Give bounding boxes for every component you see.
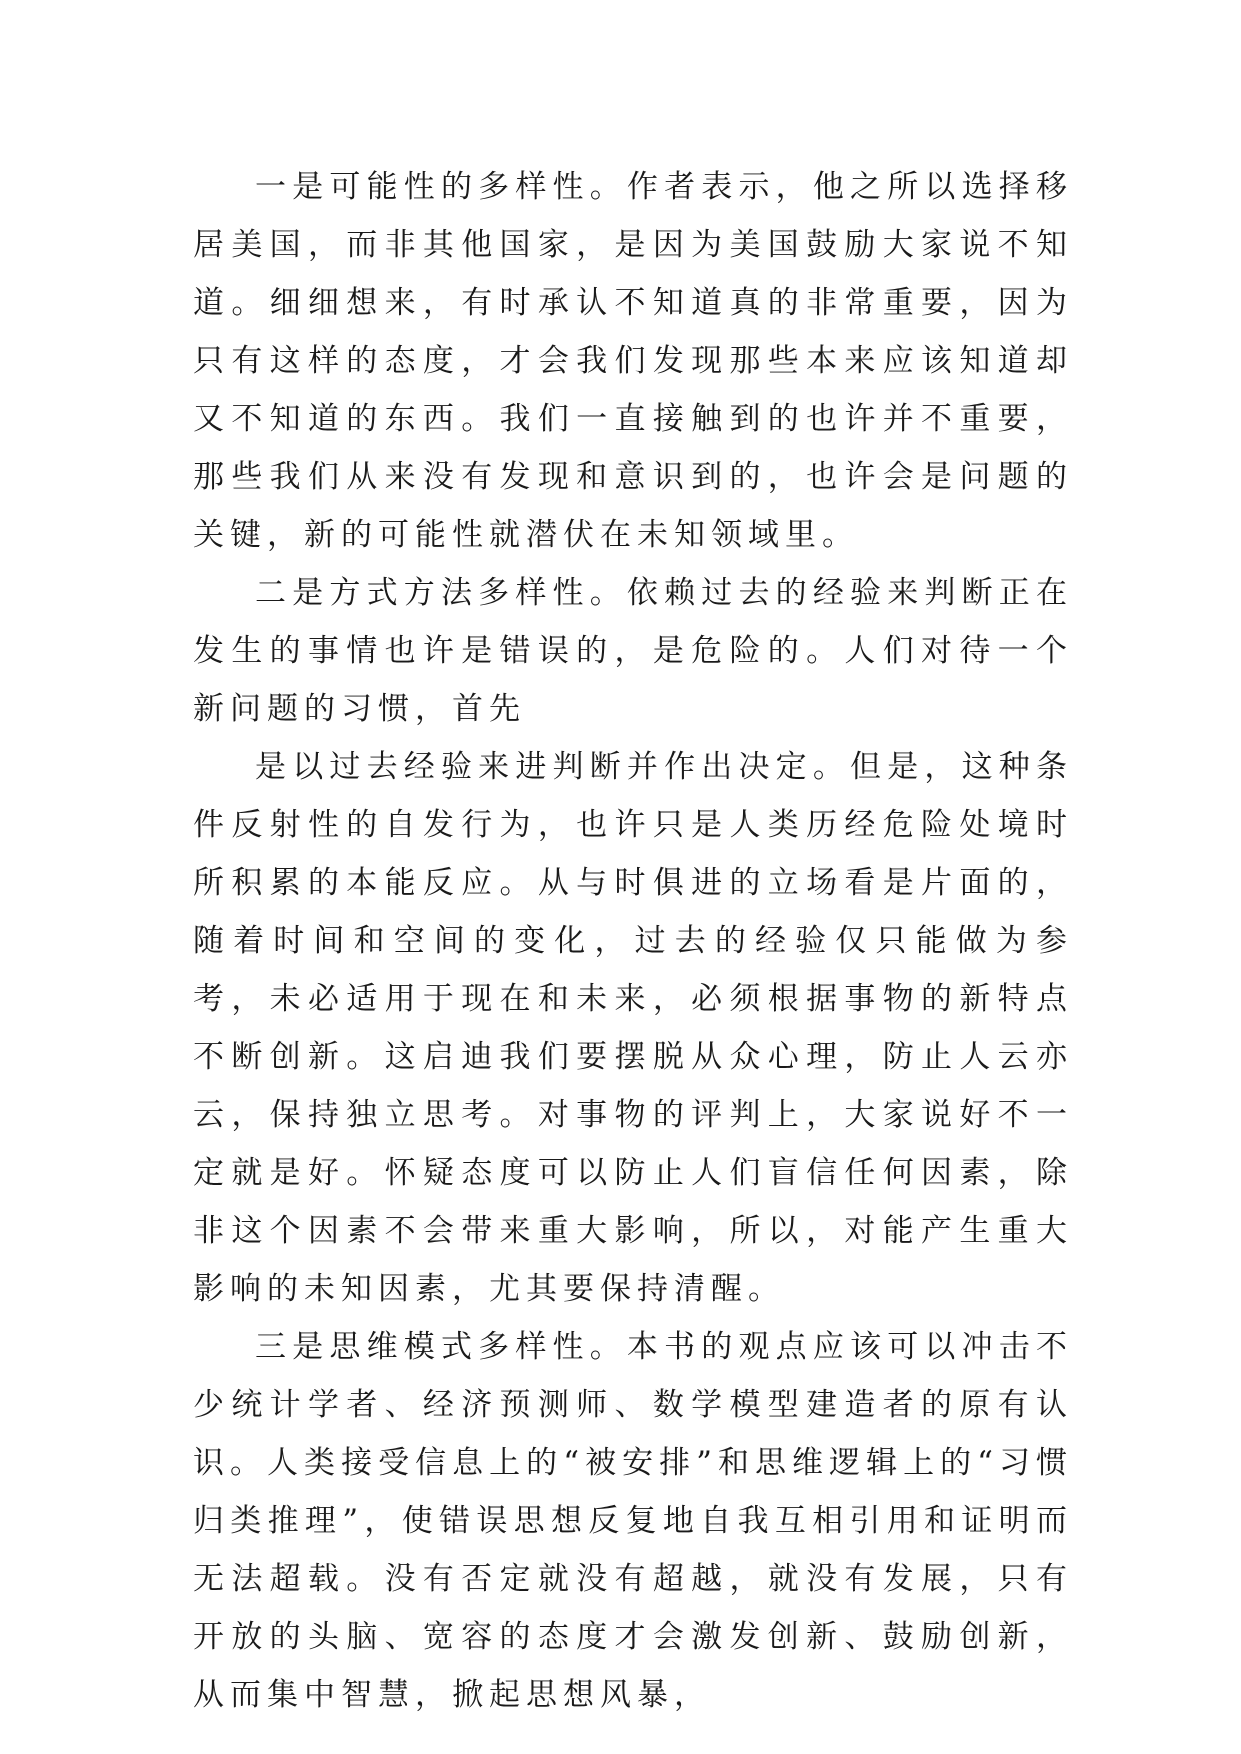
line: 三是思维模式多样性。本书的观点应该可以冲击不少统	[193, 1329, 1073, 1423]
line: 二是方式方法多样性。依赖过去的经验来判断正在发生	[193, 575, 1073, 669]
line: 计学者、经济预测师、数学模型建造者的原有认识。人类接	[193, 1387, 1074, 1481]
line: 是以过去经验来进判断并作出决定。但是，这种条件反	[193, 749, 1073, 843]
line: 才会我们发现那些本来应该知道却又不知道的东西。我们一	[193, 343, 1073, 437]
line: 变化，过去的经验仅只能做为参考，未必适用于现在和未来，	[193, 923, 1074, 1017]
line: 一是可能性的多样性。作者表示，他之所以选择移居美	[193, 169, 1073, 263]
line: 惯，首先	[378, 691, 526, 727]
paragraph-1	[193, 158, 1073, 564]
line: 直接触到的也许并不重要，那些我们从来没有发现和意识到	[193, 401, 1073, 495]
line: 除非这个因素不会带来重大影响，所以，对能产生重大影响	[193, 1155, 1073, 1307]
document-body	[193, 158, 1073, 1724]
line: 射性的自发行为，也许只是人类历经危险处境时所积累的本	[193, 807, 1074, 901]
line: 定就没有超越，就没有发展，只有开放的头脑、宽容的态度	[193, 1561, 1073, 1655]
line: 的事情也许是错误的，是危险的。人们对待一个新问题的习	[193, 633, 1074, 727]
paragraph-2	[193, 564, 1073, 738]
line: 的，也许会是问题的关键，新的可能性就潜伏在未知领域里。	[193, 459, 1073, 553]
line: 的未知因素，尤其要保持清醒。	[267, 1271, 785, 1307]
line: 使错误思想反复地自我互相引用和证明而无法超载。没有否	[193, 1503, 1073, 1597]
line: 国，而非其他国家，是因为美国鼓励大家说不知道。细细想	[193, 227, 1074, 321]
line: 才会激发创新、鼓励创新，从而集中智慧，掀起思想风暴，	[193, 1619, 1073, 1713]
line: 能反应。从与时俱进的立场看是片面的，随着时间和空间的	[193, 865, 1074, 959]
paragraph-3	[193, 738, 1073, 1318]
line: 必须根据事物的新特点不断创新。这启迪我们要摆脱从众心	[193, 981, 1074, 1075]
paragraph-4	[193, 1318, 1073, 1724]
line: 来，有时承认不知道真的非常重要，因为只有这样的态度，	[193, 285, 1074, 379]
line: 理，防止人云亦云，保持独立思考。对事物的评判上，大家	[193, 1039, 1074, 1133]
line: 说好不一定就是好。怀疑态度可以防止人们盲信任何因素，	[193, 1097, 1074, 1191]
line: 受信息上的“被安排”和思维逻辑上的“习惯归类推理”，	[193, 1445, 1074, 1539]
